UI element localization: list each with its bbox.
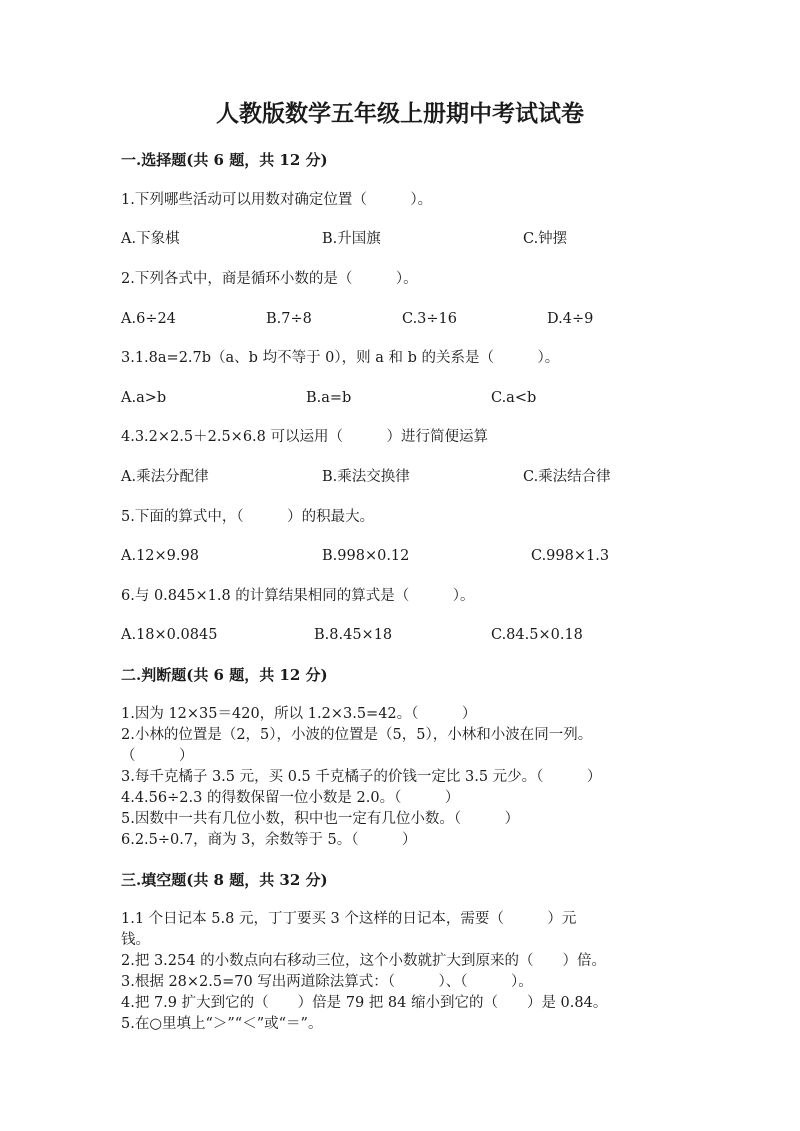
question-line: 6.2.5÷0.7，商为 3，余数等于 5。（ ） (121, 832, 417, 848)
option: B.a=b (306, 390, 352, 406)
question-line: 2.把 3.254 的小数点向右移动三位，这个小数就扩大到原来的（ ）倍。 (121, 953, 607, 969)
option: D.4÷9 (547, 311, 594, 327)
question-line: 3.根据 28×2.5=70 写出两道除法算式：（ ）、（ ）。 (121, 974, 533, 990)
question-line: 3.每千克橘子 3.5 元，买 0.5 千克橘子的价钱一定比 3.5 元少。（ ） (121, 769, 602, 785)
question-stem: 4.3.2×2.5＋2.5×6.8 可以运用（ ）进行简便运算 (121, 429, 488, 445)
section-heading-fill: 三.填空题(共 8 题，共 32 分) (121, 871, 328, 889)
question-line: 5.在○里填上“＞”“＜”或“＝”。 (121, 1016, 323, 1032)
question-stem: 5.下面的算式中，（ ）的积最大。 (121, 509, 375, 525)
option: C.a<b (491, 390, 537, 406)
option: A.18×0.0845 (121, 627, 218, 643)
option: B.998×0.12 (322, 548, 410, 564)
question-stem: 2.下列各式中，商是循环小数的是（ ）。 (121, 271, 418, 287)
option: B.7÷8 (266, 311, 312, 327)
option: B.乘法交换律 (322, 469, 410, 485)
question-stem: 6.与 0.845×1.8 的计算结果相同的算式是（ ）。 (121, 588, 475, 604)
option: C.3÷16 (402, 311, 458, 327)
option: A.乘法分配律 (121, 469, 209, 485)
question-line: 钱。 (121, 932, 150, 948)
question-stem: 3.1.8a=2.7b（a、b 均不等于 0），则 a 和 b 的关系是（ ）。 (121, 350, 560, 366)
question-line: （ ） (121, 748, 194, 764)
page-title: 人教版数学五年级上册期中考试试卷 (216, 100, 584, 127)
section-heading-judge: 二.判断题(共 6 题，共 12 分) (121, 666, 328, 684)
option: C.乘法结合律 (523, 469, 611, 485)
question-line: 1.因为 12×35＝420，所以 1.2×3.5=42。（ ） (121, 706, 477, 722)
option: B.升国旗 (322, 231, 381, 247)
option: B.8.45×18 (314, 627, 393, 643)
option: C.998×1.3 (531, 548, 610, 564)
question-line: 1.1 个日记本 5.8 元，丁丁要买 3 个这样的日记本，需要（ ）元 (121, 911, 577, 927)
question-line: 4.4.56÷2.3 的得数保留一位小数是 2.0。（ ） (121, 790, 460, 806)
question-line: 4.把 7.9 扩大到它的（ ）倍是 79 把 84 缩小到它的（ ）是 0.84。 (121, 995, 608, 1011)
section-heading-choice: 一.选择题(共 6 题，共 12 分) (121, 151, 328, 169)
option: A.12×9.98 (121, 548, 199, 564)
question-line: 2.小林的位置是（2，5），小波的位置是（5，5），小林和小波在同一列。 (121, 727, 593, 743)
option: C.钟摆 (523, 231, 568, 247)
option: A.6÷24 (121, 311, 176, 327)
option: A.a>b (121, 390, 167, 406)
option: C.84.5×0.18 (491, 627, 583, 643)
question-stem: 1.下列哪些活动可以用数对确定位置（ ）。 (121, 192, 433, 208)
question-line: 5.因数中一共有几位小数，积中也一定有几位小数。（ ） (121, 811, 520, 827)
option: A.下象棋 (121, 231, 180, 247)
